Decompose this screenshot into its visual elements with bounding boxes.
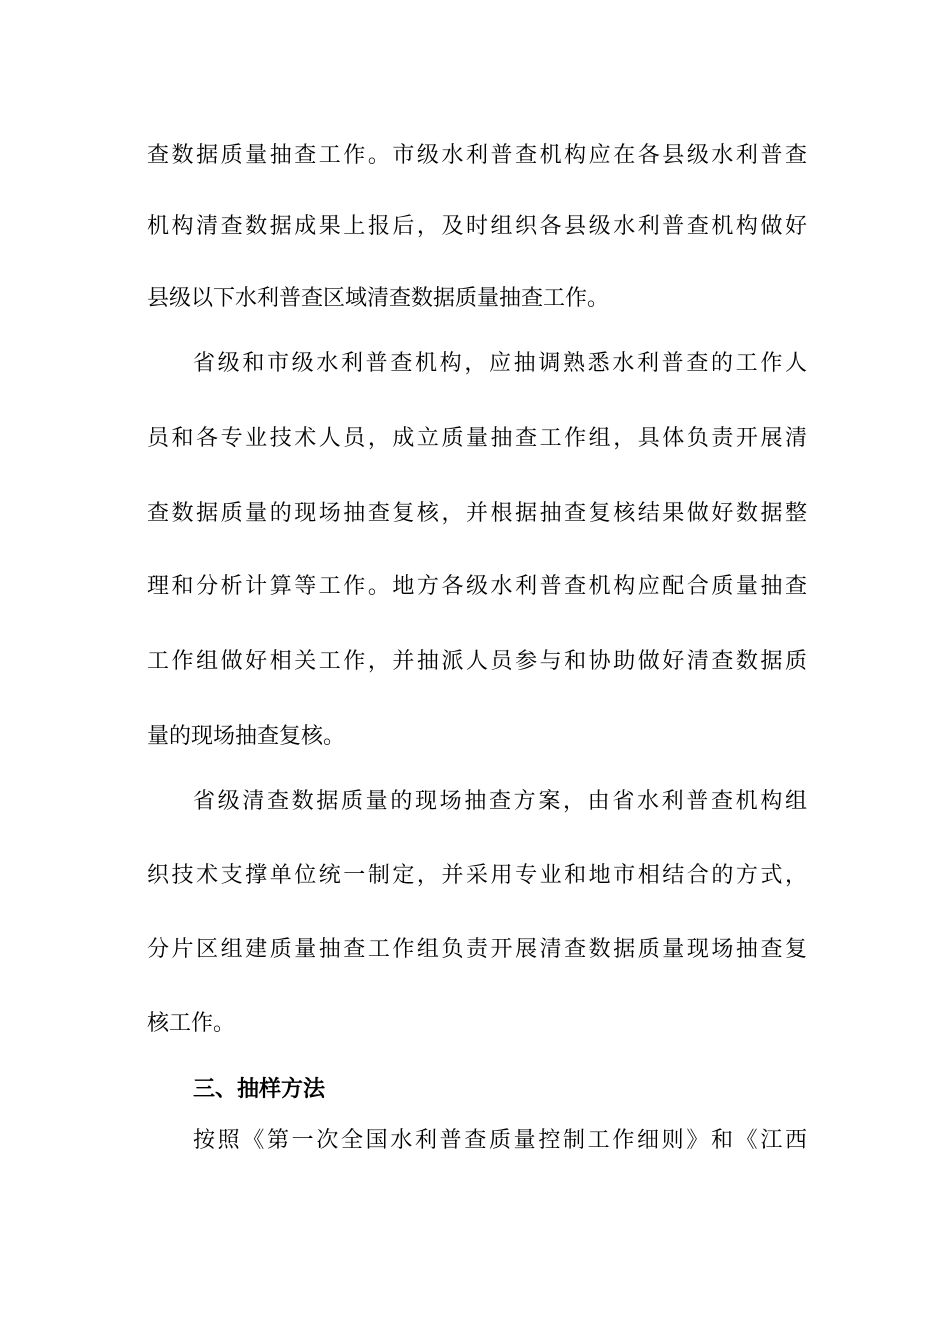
paragraph-4-line-1: 按照《第一次全国水利普查质量控制工作细则》和《江西	[193, 1128, 807, 1153]
paragraph-2-line-3: 查数据质量的现场抽查复核，并根据抽查复核结果做好数据整	[147, 501, 807, 526]
paragraph-1-line-1: 查数据质量抽查工作。市级水利普查机构应在各县级水利普查	[147, 143, 807, 168]
paragraph-2-line-5: 工作组做好相关工作，并抽派人员参与和协助做好清查数据质	[147, 649, 807, 674]
section-heading: 三、抽样方法	[193, 1077, 326, 1102]
paragraph-2-line-2: 员和各专业技术人员，成立质量抽查工作组，具体负责开展清	[147, 426, 807, 451]
paragraph-3-line-4: 核工作。	[147, 1011, 236, 1036]
paragraph-3-line-3: 分片区组建质量抽查工作组负责开展清查数据质量现场抽查复	[147, 937, 807, 962]
paragraph-1-line-2: 机构清查数据成果上报后，及时组织各县级水利普查机构做好	[147, 214, 807, 239]
paragraph-2-line-4: 理和分析计算等工作。地方各级水利普查机构应配合质量抽查	[147, 574, 807, 599]
paragraph-2-line-6: 量的现场抽查复核。	[147, 724, 346, 749]
paragraph-3-line-1: 省级清查数据质量的现场抽查方案，由省水利普查机构组	[193, 789, 807, 814]
paragraph-2-line-1: 省级和市级水利普查机构，应抽调熟悉水利普查的工作人	[193, 351, 807, 376]
paragraph-1-line-3: 县级以下水利普查区域清查数据质量抽查工作。	[147, 286, 610, 311]
paragraph-3-line-2: 织技术支撑单位统一制定，并采用专业和地市相结合的方式，	[147, 863, 807, 888]
